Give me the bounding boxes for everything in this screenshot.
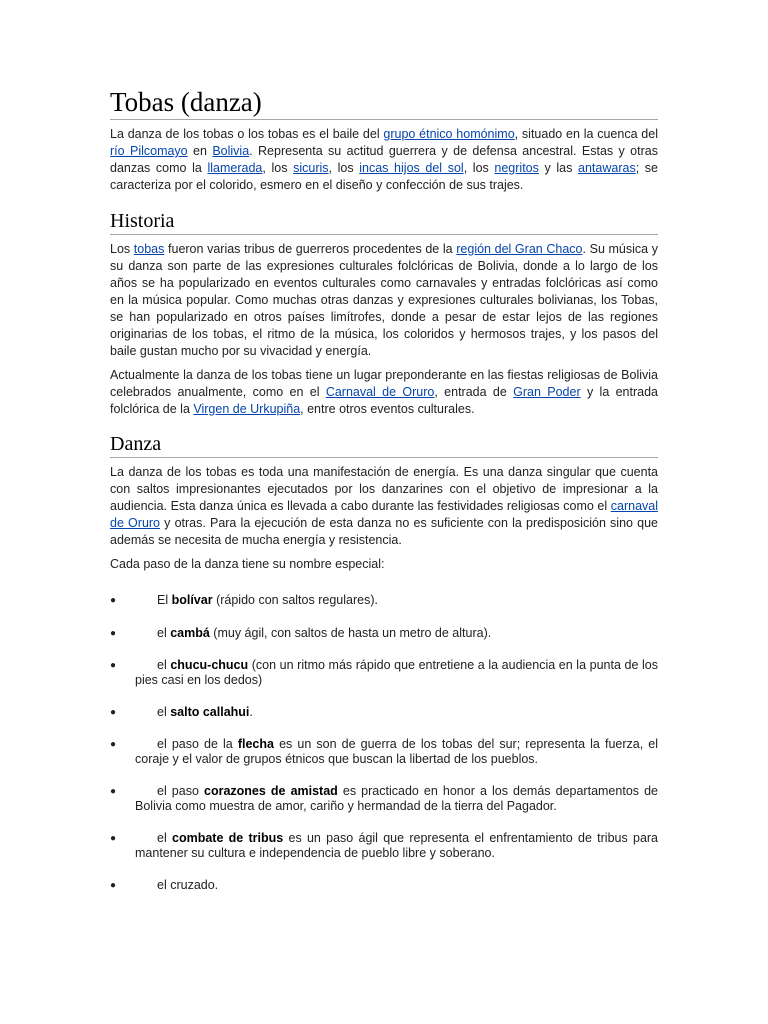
step-text: el bbox=[157, 626, 171, 640]
bullet-icon: ● bbox=[110, 786, 117, 797]
intro-text: , los bbox=[328, 161, 360, 175]
step-text: (muy ágil, con saltos de hasta un metro de altura). bbox=[209, 626, 492, 640]
danza-text: La danza de los tobas es toda una manifestación de energía. Es una danza singular que cuenta con saltos impresionantes ejecutados por los danzarines con el objetivo de impresionar a la audiencia. Esta danza única es llevada a cabo durante las festividades religiosas como el bbox=[110, 465, 658, 513]
dance-steps-list bbox=[110, 593, 658, 893]
link-incas-hijos-del-sol[interactable]: incas hijos del sol bbox=[359, 161, 464, 175]
bullet-icon: ● bbox=[110, 880, 117, 891]
page-title: Tobas (danza) bbox=[110, 86, 658, 120]
danza-text: y otras. Para la ejecución de esta danza no es suficiente con la predisposición sino que además se necesita de mucha energía y resistencia. bbox=[110, 516, 658, 547]
bullet-icon: ● bbox=[110, 739, 117, 750]
link-negritos[interactable]: negritos bbox=[494, 161, 539, 175]
intro-text: La danza de los tobas o los tobas es el baile del bbox=[110, 127, 384, 141]
dance-step-item bbox=[110, 658, 658, 688]
step-text: el paso bbox=[157, 784, 204, 798]
dance-step-item bbox=[110, 593, 658, 608]
step-text: (rápido con saltos regulares). bbox=[212, 593, 378, 607]
step-text: es un paso ágil que representa el enfrentamiento de tribus para mantener su cultura e independencia de pueblo libre y soberano. bbox=[135, 831, 659, 860]
link-gran-poder[interactable]: Gran Poder bbox=[513, 385, 581, 399]
section-heading-danza: Danza bbox=[110, 432, 658, 458]
danza-paragraph-2: Cada paso de la danza tiene su nombre especial: bbox=[110, 557, 385, 571]
bullet-icon: ● bbox=[110, 707, 117, 718]
step-text: el paso de la bbox=[157, 737, 238, 751]
intro-paragraph bbox=[110, 126, 658, 194]
intro-text: , situado en la cuenca del bbox=[514, 127, 658, 141]
dance-step-item bbox=[110, 878, 658, 893]
bullet-icon: ● bbox=[110, 660, 117, 671]
link-virgen-de-urkupina[interactable]: Virgen de Urkupiña bbox=[193, 402, 301, 416]
step-name: combate de tribus bbox=[172, 831, 284, 845]
historia-text: fueron varias tribus de guerreros procedentes de la bbox=[164, 242, 457, 256]
section-heading-historia: Historia bbox=[110, 209, 658, 235]
bullet-icon: ● bbox=[110, 833, 117, 844]
intro-text: , los bbox=[463, 161, 495, 175]
step-text: el bbox=[157, 705, 171, 719]
link-antawaras[interactable]: antawaras bbox=[578, 161, 636, 175]
link-rio-pilcomayo[interactable]: río Pilcomayo bbox=[110, 144, 188, 158]
link-llamerada[interactable]: llamerada bbox=[207, 161, 263, 175]
dance-step-item bbox=[110, 737, 658, 767]
dance-step-item bbox=[110, 831, 658, 861]
step-text: El bbox=[157, 593, 172, 607]
dance-step-item bbox=[110, 626, 658, 641]
article bbox=[110, 86, 658, 893]
step-text: el bbox=[157, 831, 172, 845]
intro-text: , los bbox=[262, 161, 294, 175]
danza-paragraph-1 bbox=[110, 464, 658, 549]
dance-step-item bbox=[110, 705, 658, 720]
step-text: el bbox=[157, 658, 171, 672]
step-text: (con un ritmo más rápido que entretiene a la audiencia en la punta de los pies casi en los dedos) bbox=[135, 658, 659, 687]
link-carnaval-de-oruro-2[interactable]: carnaval de Oruro bbox=[110, 499, 658, 530]
step-name: flecha bbox=[237, 737, 274, 751]
bullet-icon: ● bbox=[110, 628, 117, 639]
link-sicuris[interactable]: sicuris bbox=[293, 161, 329, 175]
historia-text: , entrada de bbox=[434, 385, 514, 399]
historia-paragraph-2 bbox=[110, 367, 658, 418]
historia-paragraph-1 bbox=[110, 241, 658, 360]
dance-step-item bbox=[110, 784, 658, 814]
link-carnaval-de-oruro[interactable]: Carnaval de Oruro bbox=[325, 385, 435, 399]
step-name: bolívar bbox=[171, 593, 213, 607]
link-region-gran-chaco[interactable]: región del Gran Chaco bbox=[456, 242, 583, 256]
link-grupo-etnico[interactable]: grupo étnico homónimo bbox=[383, 127, 515, 141]
step-name: salto callahui bbox=[170, 705, 250, 719]
historia-text: Actualmente la danza de los tobas tiene un lugar preponderante en las fiestas religiosas de Bolivia celebrados anualmente, como en el bbox=[110, 368, 658, 399]
step-text: es un son de guerra de los tobas del sur; representa la fuerza, el coraje y el valor de grupos étnicos que buscan la libertad de los pueblos. bbox=[135, 737, 659, 766]
intro-text: en bbox=[187, 144, 213, 158]
historia-text: y la entrada folclórica de la bbox=[110, 385, 658, 416]
step-name: cambá bbox=[170, 626, 210, 640]
historia-text: . Su música y su danza son parte de las expresiones culturales folclóricas de Bolivia, donde a lo largo de los años se ha popularizado en eventos culturales como carnavales y entradas folclóricas así como en la música popular. Como muchas otras danzas y expresiones culturales bolivianas, los Tobas, se han popularizado en otros países limítrofes, donde a pesar de estar lejos de las regiones originarias de los tobas, el ritmo de la música, los coloridos y hermosos trajes, y los pasos del baile gustan mucho por su vivacidad y energía. bbox=[110, 242, 658, 358]
step-name: chucu-chucu bbox=[170, 658, 249, 672]
step-text: el cruzado. bbox=[157, 878, 219, 892]
step-name: corazones de amistad bbox=[204, 784, 338, 798]
intro-text: . Representa su actitud guerrera y de defensa ancestral. Estas y otras danzas como la bbox=[110, 144, 658, 175]
step-text: es practicado en honor a los demás departamentos de Bolivia como muestra de amor, cariño y hermandad de la tierra del Pagador. bbox=[135, 784, 658, 813]
historia-text: , entre otros eventos culturales. bbox=[300, 402, 475, 416]
link-tobas[interactable]: tobas bbox=[133, 242, 165, 256]
bullet-icon: ● bbox=[110, 595, 117, 606]
link-bolivia[interactable]: Bolivia bbox=[212, 144, 250, 158]
step-text: . bbox=[249, 705, 253, 719]
intro-text: ; se caracteriza por el colorido, esmero en el diseño y confección de sus trajes. bbox=[110, 161, 659, 192]
historia-text: Los bbox=[110, 242, 134, 256]
intro-text: y las bbox=[538, 161, 579, 175]
